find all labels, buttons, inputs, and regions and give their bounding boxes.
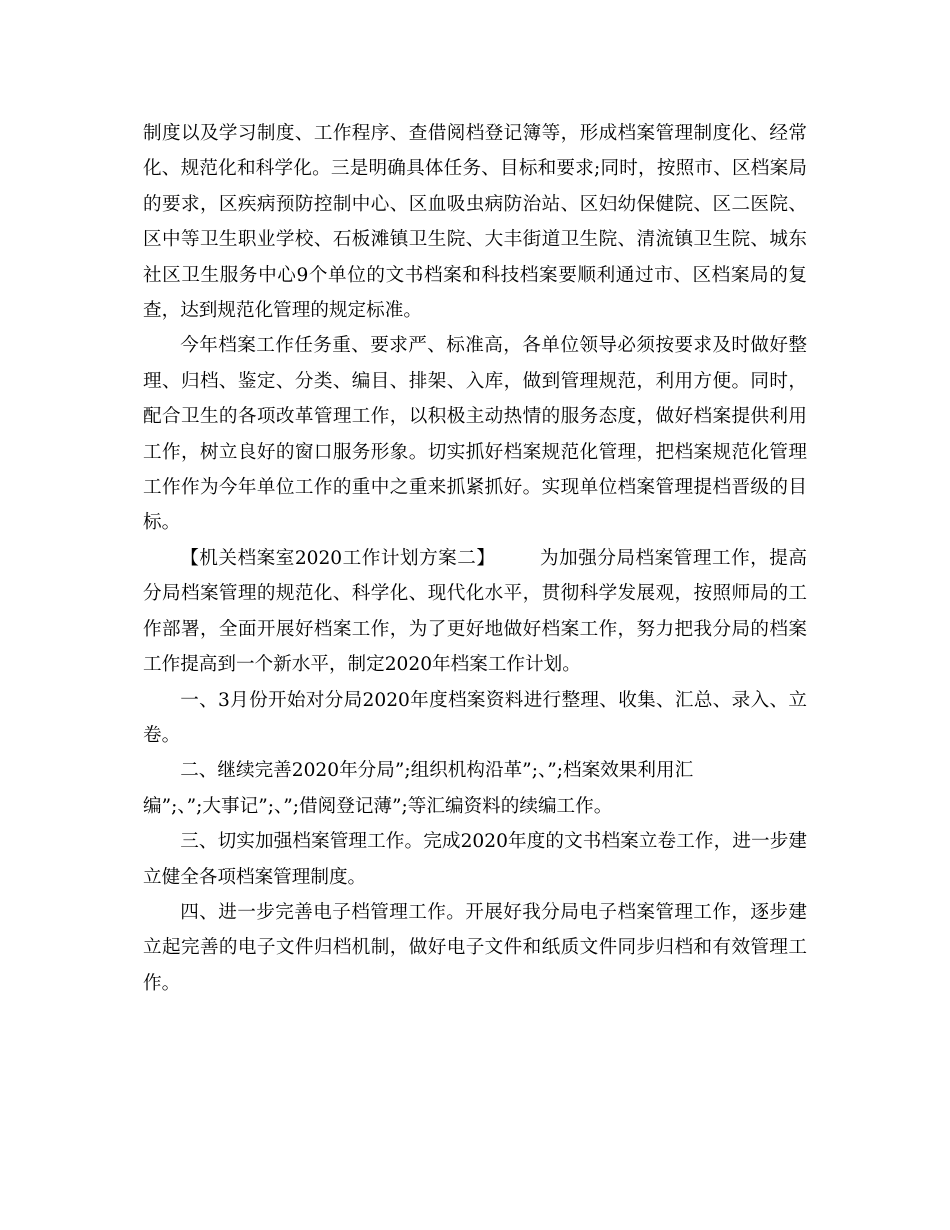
paragraph-annual-archive-work: 今年档案工作任务重、要求严、标准高，各单位领导必须按要求及时做好整理、归档、鉴定、分类、编目、排架、入库，做到管理规范，利用方便。同时，配合卫生的各项改革管理工作，以积极主动热情的服务态度，做好档案提供利用工作，树立良好的窗口服务形象。切实抓好档案规范化管理，把档案规范化管理工作作为今年单位工作的重中之重来抓紧抓好。实现单位档案管理提档晋级的目标。 <box>143 335 807 534</box>
paragraph-item-four: 四、进一步完善电子档管理工作。开展好我分局电子档案管理工作，逐步建立起完善的电子文件归档机制，做好电子文件和纸质文件同步归档和有效管理工作。 <box>143 901 807 994</box>
item-two-line-1: 二、继续完善2020年分局”;组织机构沿革”;、”;档案效果利用汇 <box>180 760 694 782</box>
paragraph-item-two <box>143 753 807 824</box>
plan-two-heading: 【机关档案室2020工作计划方案二】 <box>180 547 496 569</box>
plan-two-intro-text: 为加强分局档案管理工作，提高分局档案管理的规范化、科学化、现代化水平，贯彻科学发展观，按照师局的工作部署，全面开展好档案工作，为了更好地做好档案工作，努力把我分局的档案工作提高到一个新水平，制定2020年档案工作计划。 <box>143 547 807 676</box>
paragraph-item-three: 三、切实加强档案管理工作。完成2020年度的文书档案立卷工作，进一步建立健全各项档案管理制度。 <box>143 831 807 888</box>
paragraph-continued-archive-rules: 制度以及学习制度、工作程序、查借阅档登记簿等，形成档案管理制度化、经常化、规范化和科学化。三是明确具体任务、目标和要求;同时，按照市、区档案局的要求，区疾病预防控制中心、区血吸虫病防治站、区妇幼保健院、区二医院、区中等卫生职业学校、石板滩镇卫生院、大丰街道卫生院、清流镇卫生院、城东社区卫生服务中心9个单位的文书档案和科技档案要顺利通过市、区档案局的复查，达到规范化管理的规定标准。 <box>143 123 807 322</box>
document-body <box>143 116 807 1001</box>
paragraph-plan-two-intro <box>143 541 807 683</box>
paragraph-item-one: 一、3月份开始对分局2020年度档案资料进行整理、收集、汇总、录入、立卷。 <box>143 689 807 746</box>
item-two-line-2: 编”;、”;大事记”;、”;借阅登记薄”;等汇编资料的续编工作。 <box>143 795 613 817</box>
